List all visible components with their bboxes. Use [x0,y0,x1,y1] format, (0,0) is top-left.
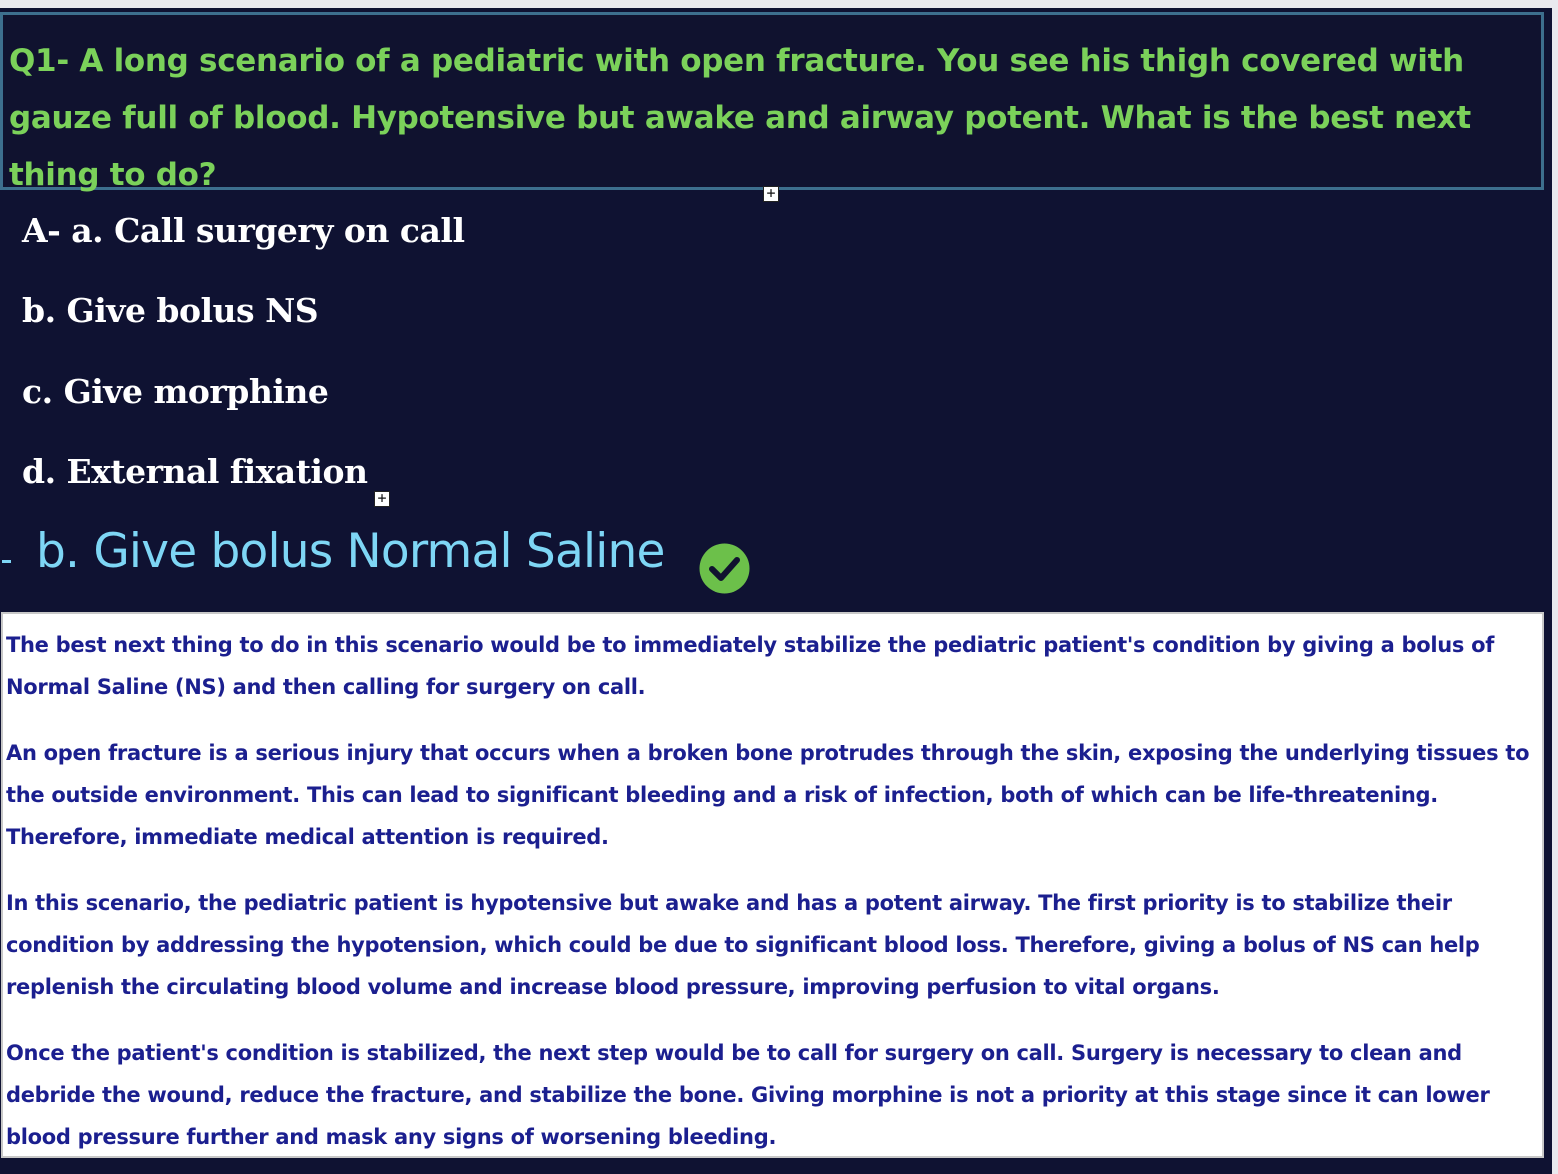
option-b: b. Give bolus NS [22,291,319,330]
window-top-edge [0,0,1558,8]
explanation-paragraph: Once the patient's condition is stabilized, the next step would be to call for surgery on call. Surgery is necessary to clean and debride the wound, reduce the fracture, and stabilize the bone. Giving morphine is not a priority at this stage since it can lower blood pressure further and mask any signs of worsening bleeding. [6,1041,1490,1149]
explanation-text-box[interactable] [1,612,1544,1158]
explanation-paragraph: The best next thing to do in this scenario would be to immediately stabilize the pediatric patient's condition by giving a bolus of Normal Saline (NS) and then calling for surgery on call. [6,633,1495,699]
explanation-paragraph: In this scenario, the pediatric patient is hypotensive but awake and has a potent airway. The first priority is to stabilize their condition by addressing the hypotension, which could be due to significant blood loss. Therefore, giving a bolus of NS can help replenish the circulating blood volume and increase blood pressure, improving perfusion to vital organs. [6,891,1480,999]
option-d: d. External fixation [22,452,368,491]
question-text-box[interactable] [0,12,1544,193]
explanation-paragraph: An open fracture is a serious injury that occurs when a broken bone protrudes through the skin, exposing the underlying tissues to the outside environment. This can lead to significant bleeding and a risk of infection, both of which can be life-threatening. Therefore, immediate medical attention is required. [6,741,1530,849]
answer-bullet-dash [2,560,11,563]
check-circle-icon [699,543,750,594]
move-handle-plus-icon[interactable]: + [374,491,390,507]
window-right-edge [1552,0,1558,1174]
correct-answer: b. Give bolus Normal Saline [36,524,665,579]
question-text: Q1- A long scenario of a pediatric with open fracture. You see his thigh covered with gauze full of blood. Hypotensive but awake and airway potent. What is the best next thing to do? [9,43,1471,193]
move-handle-plus-icon[interactable]: + [763,186,779,202]
option-c: c. Give morphine [22,372,329,411]
option-a: A- a. Call surgery on call [22,211,465,250]
